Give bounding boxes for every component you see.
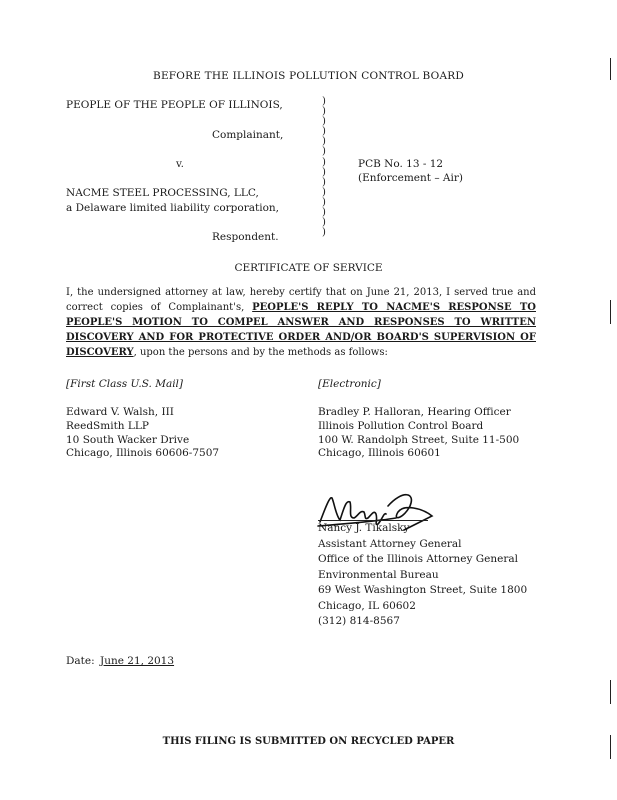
address-line: 100 W. Randolph Street, Suite 11-500 — [318, 433, 520, 446]
date-value: June 21, 2013 — [100, 655, 175, 667]
certification-paragraph — [66, 285, 536, 360]
certificate-title: CERTIFICATE OF SERVICE — [234, 262, 383, 274]
address-line: Chicago, Illinois 60606-7507 — [66, 447, 220, 460]
scan-margin-mark — [610, 735, 611, 759]
outro-text: , upon the persons and by the methods as follows: — [133, 347, 388, 358]
scan-margin-mark — [610, 300, 611, 324]
address-line: Illinois Pollution Control Board — [318, 419, 484, 432]
case-type: (Enforcement – Air) — [358, 172, 463, 184]
signature-line — [318, 520, 428, 521]
recipient-right — [318, 406, 519, 461]
defendant-description: a Delaware limited liability corporation, — [66, 202, 279, 214]
signer-street: 69 West Washington Street, Suite 1800 — [318, 584, 528, 596]
signer-office: Office of the Illinois Attorney General — [318, 553, 518, 565]
address-line: ReedSmith LLP — [66, 419, 149, 432]
recycled-paper-footer: THIS FILING IS SUBMITTED ON RECYCLED PAPER — [162, 736, 455, 747]
plaintiff-role: Complainant, — [212, 129, 284, 141]
recipient-left — [66, 406, 219, 461]
address-line: Chicago, Illinois 60601 — [318, 447, 441, 460]
address-line: 10 South Wacker Drive — [66, 433, 190, 446]
versus: v. — [176, 158, 185, 170]
address-line: Bradley P. Halloran, Hearing Officer — [318, 406, 511, 418]
address-line: Edward V. Walsh, III — [66, 406, 174, 418]
service-method-left: [First Class U.S. Mail] — [66, 378, 184, 390]
signer-bureau: Environmental Bureau — [318, 568, 439, 581]
plaintiff-name: PEOPLE OF THE PEOPLE OF ILLINOIS, — [66, 99, 283, 111]
caption-parentheses: ) ) ) ) ) ) ) ) ) ) ) ) ) ) — [322, 96, 326, 239]
defendant-name: NACME STEEL PROCESSING, LLC, — [66, 187, 259, 199]
signer-phone: (312) 814-8567 — [318, 615, 400, 627]
signer-title: Assistant Attorney General — [318, 537, 462, 550]
signer-name: Nancy J. Tikalsky — [318, 522, 410, 534]
scan-margin-mark — [610, 680, 611, 704]
service-method-right: [Electronic] — [318, 378, 381, 390]
date-label: Date: — [66, 655, 95, 667]
defendant-role: Respondent. — [212, 231, 279, 243]
scan-margin-mark — [610, 58, 611, 80]
board-header: BEFORE THE ILLINOIS POLLUTION CONTROL BOARD — [153, 70, 464, 82]
signer-city: Chicago, IL 60602 — [318, 599, 416, 612]
intro-text: I, the undersigned attorney at law, hereby certify that on June 21, 2013, I served true and correct copies of Complainant's, — [66, 287, 536, 313]
served-document-title: PEOPLE'S REPLY TO NACME'S RESPONSE TO PEOPLE'S MOTION TO COMPEL ANSWER AND RESPONSES TO WRITTEN DISCOVERY AND FOR PROTECTIVE ORDER AND/OR BOARD'S SUPERVISION OF DISCOVERY — [66, 302, 536, 358]
signer-block — [318, 521, 527, 630]
case-number: PCB No. 13 - 12 — [358, 158, 444, 170]
